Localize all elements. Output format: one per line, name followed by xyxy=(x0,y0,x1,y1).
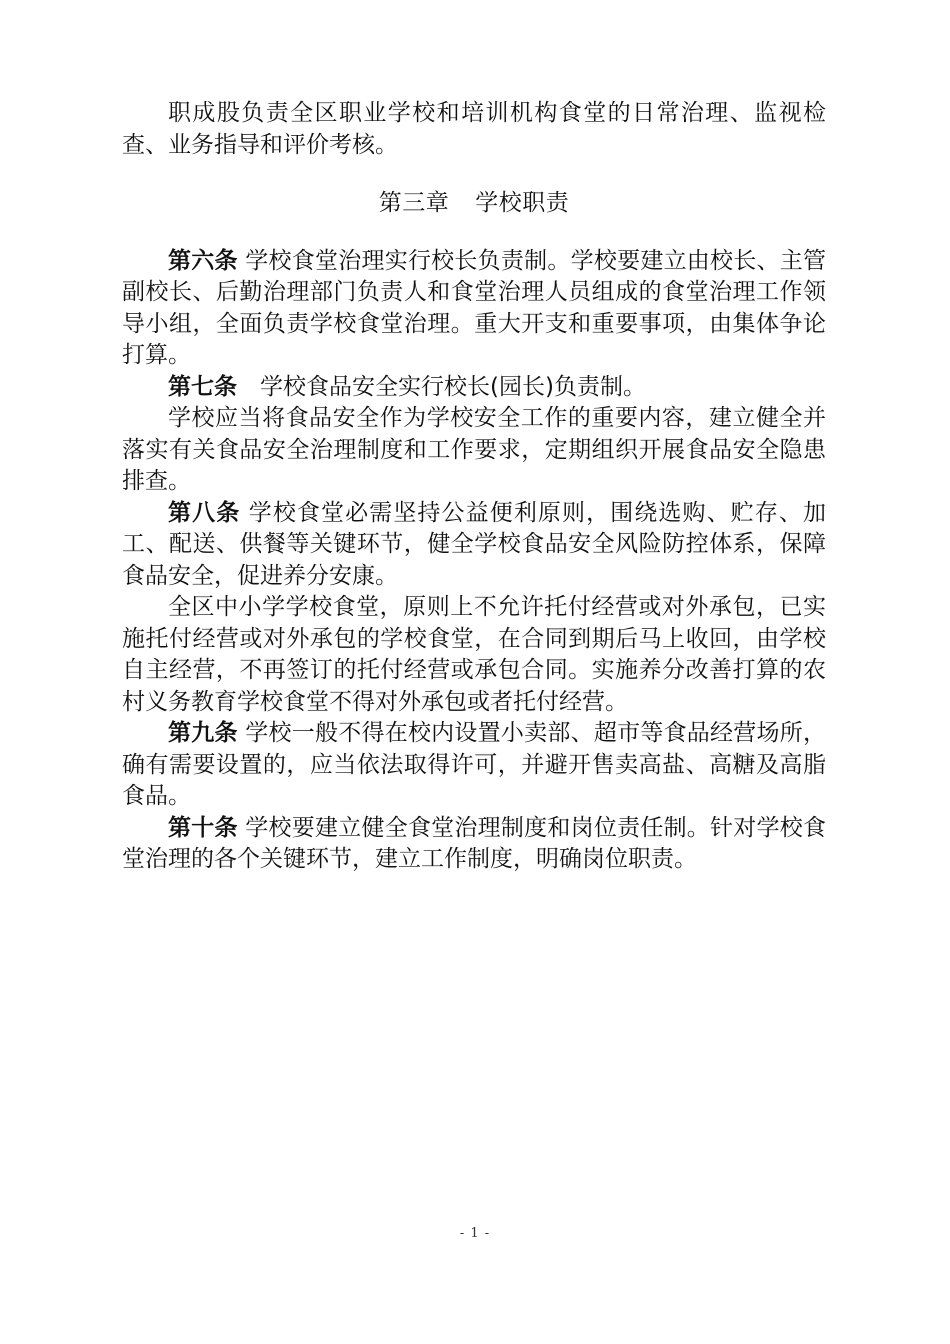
article-9-paragraph xyxy=(122,718,826,813)
article-text: 学校一般不得在校内设置小卖部、超市等食品经营场所，确有需要设置的，应当依法取得许可，并避开售卖高盐、高糖及高脂食品。 xyxy=(122,720,827,809)
article-8-paragraph xyxy=(122,498,826,593)
chapter-number: 第三章 xyxy=(378,190,450,216)
article-label: 第十条 xyxy=(168,814,238,841)
article-label: 第六条 xyxy=(168,247,238,274)
article-text: 学校食堂治理实行校长负责制。学校要建立由校长、主管副校长、后勤治理部门负责人和食堂治理人员组成的食堂治理工作领导小组，全面负责学校食堂治理。重大开支和重要事项，由集体争论打算。 xyxy=(122,247,827,368)
chapter-title: 学校职责 xyxy=(475,190,570,216)
article-text: 学校食堂必需坚持公益便利原则，围绕选购、贮存、加工、配送、供餐等关键环节，健全学校食品安全风险防控体系，保障食品安全，促进养分安康。 xyxy=(122,499,827,589)
intro-paragraph: 职成股负责全区职业学校和培训机构食堂的日常治理、监视检查、业务指导和评价考核。 xyxy=(122,100,826,158)
article-label: 第七条 xyxy=(168,373,237,400)
paragraph-text: 全区中小学学校食堂，原则上不允许托付经营或对外承包，已实施托付经营或对外承包的学校食堂，在合同到期后马上收回，由学校自主经营，不再签订的托付经营或承包合同。实施养分改善打算的农村义务教育学校食堂不得对外承包或者托付经营。 xyxy=(122,594,826,715)
article-label: 第八条 xyxy=(168,499,241,526)
paragraph-text: 学校应当将食品安全作为学校安全工作的重要内容，建立健全并落实有关食品安全治理制度和工作要求，定期组织开展食品安全隐患排查。 xyxy=(122,405,826,494)
article-7-body-paragraph xyxy=(122,403,826,498)
article-8-body-paragraph xyxy=(122,592,826,718)
article-label: 第九条 xyxy=(168,720,238,746)
article-6-paragraph xyxy=(122,246,826,372)
article-text: 学校食品安全实行校长(园长)负责制。 xyxy=(237,373,646,400)
document-body xyxy=(122,98,826,876)
article-7-paragraph xyxy=(122,372,826,404)
article-10-paragraph xyxy=(122,813,826,876)
page-number: - 1 - xyxy=(459,1226,491,1241)
article-text: 学校要建立健全食堂治理制度和岗位责任制。针对学校食堂治理的各个关键环节，建立工作制度，明确岗位职责。 xyxy=(122,814,827,872)
chapter-heading xyxy=(122,188,826,220)
